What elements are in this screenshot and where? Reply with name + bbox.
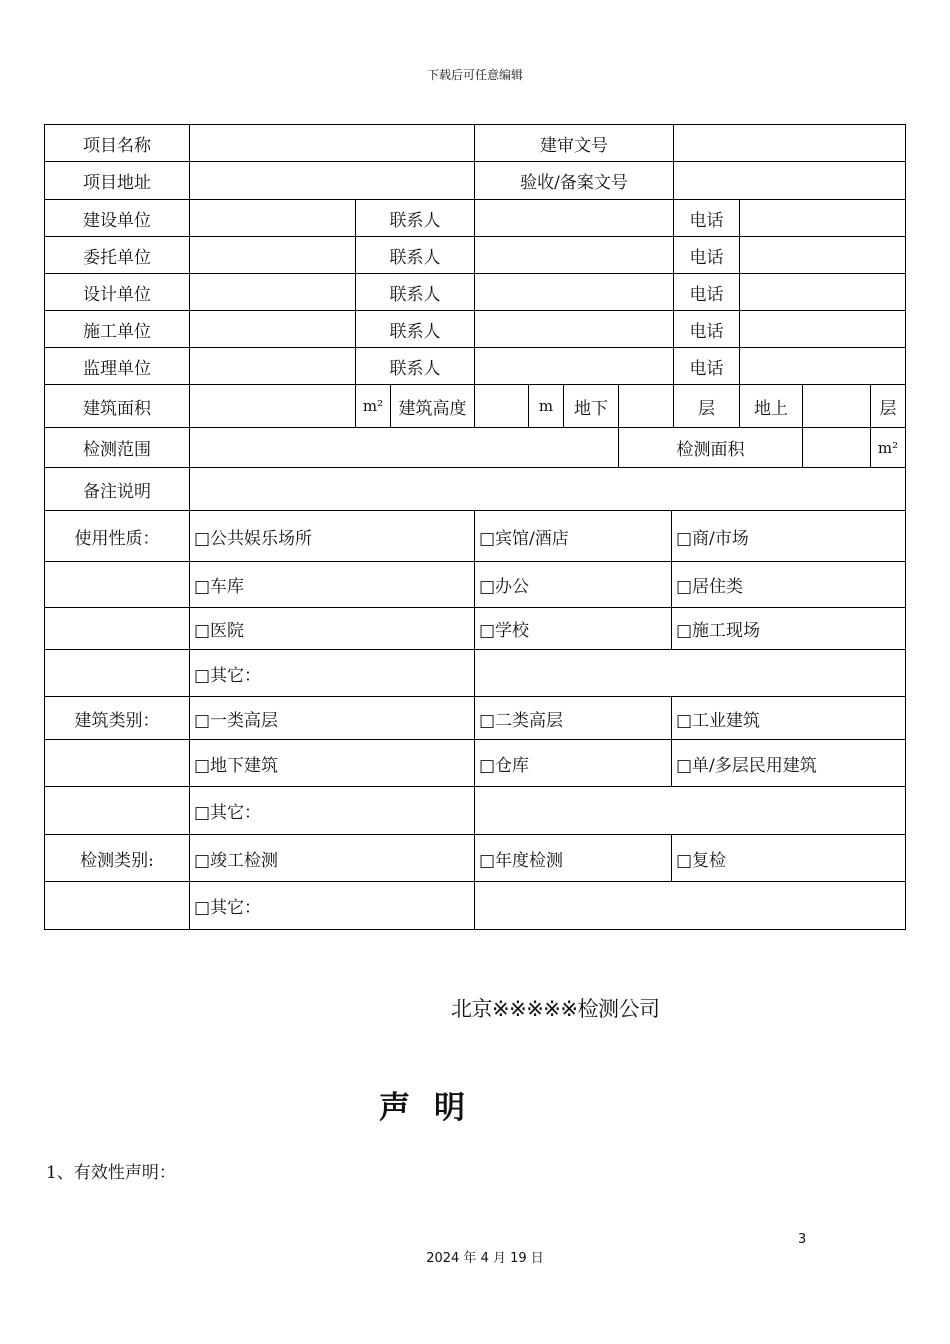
contact-label: 联系人 — [389, 284, 441, 305]
unit-label: 设计单位 — [83, 284, 151, 305]
footer-date: 2024 年 4 月 19 日 — [426, 1251, 544, 1266]
building-type-checkbox[interactable]: □单/多层民用建筑 — [676, 755, 817, 776]
phone-label: 电话 — [689, 247, 724, 268]
underground-floor-unit: 层 — [698, 398, 715, 419]
usage-option-checkbox[interactable]: □宾馆/酒店 — [479, 528, 569, 549]
project-name-field[interactable] — [190, 125, 474, 161]
acceptance-no-label: 验收/备案文号 — [520, 173, 628, 193]
approval-no-label: 建审文号 — [540, 135, 608, 156]
building-type-checkbox[interactable]: □地下建筑 — [194, 755, 279, 776]
building-type-checkbox[interactable]: □工业建筑 — [676, 710, 761, 731]
project-address-field[interactable] — [190, 162, 474, 199]
contact-label: 联系人 — [389, 321, 441, 342]
declaration-title: 声明 — [379, 1090, 489, 1126]
phone-label: 电话 — [689, 284, 724, 305]
inspection-type-checkbox[interactable]: □竣工检测 — [194, 850, 279, 871]
building-type-other-field[interactable] — [475, 787, 905, 834]
usage-option-checkbox[interactable]: □医院 — [194, 621, 245, 641]
header-note: 下载后可任意编辑 — [426, 68, 523, 82]
contact-label: 联系人 — [389, 358, 441, 379]
project-address-label: 项目地址 — [83, 173, 151, 193]
usage-option-checkbox[interactable]: □车库 — [194, 577, 245, 597]
company-name: 北京※※※※※检测公司 — [451, 997, 660, 1021]
underground-label: 地下 — [574, 398, 608, 419]
unit-label: 监理单位 — [83, 358, 151, 379]
inspection-area-label: 检测面积 — [676, 440, 745, 460]
usage-option-checkbox[interactable]: □商/市场 — [676, 528, 749, 549]
building-type-label: 建筑类别： — [74, 710, 160, 731]
approval-no-field[interactable] — [674, 125, 905, 161]
page-number: 3 — [798, 1232, 807, 1247]
contact-label: 联系人 — [389, 247, 441, 268]
phone-label: 电话 — [689, 210, 724, 231]
inspection-type-other-field[interactable] — [475, 882, 905, 929]
inspection-type-label: 检测类别: — [80, 850, 154, 871]
remarks-label: 备注说明 — [83, 481, 151, 502]
above-floor-unit: 层 — [879, 398, 897, 419]
project-name-label: 项目名称 — [83, 135, 151, 156]
unit-label: 委托单位 — [83, 247, 151, 268]
inspection-type-checkbox[interactable]: □年度检测 — [479, 850, 564, 871]
usage-option-checkbox[interactable]: □学校 — [479, 621, 530, 641]
building-type-other-checkbox[interactable]: □其它： — [194, 803, 262, 823]
area-unit: m² — [362, 397, 384, 415]
unit-label: 施工单位 — [83, 321, 151, 342]
inspection-scope-label: 检测范围 — [83, 440, 151, 460]
usage-option-checkbox[interactable]: □公共娱乐场所 — [194, 528, 313, 549]
validity-statement-heading: 1、有效性声明： — [46, 1163, 176, 1183]
usage-option-checkbox[interactable]: □办公 — [479, 577, 530, 597]
usage-option-checkbox[interactable]: □居住类 — [676, 577, 744, 597]
remarks-field[interactable] — [190, 468, 905, 510]
building-height-label: 建筑高度 — [398, 398, 467, 419]
height-unit: m — [538, 397, 554, 415]
inspection-type-checkbox[interactable]: □复检 — [676, 850, 727, 871]
usage-label: 使用性质： — [74, 528, 160, 549]
building-type-checkbox[interactable]: □仓库 — [479, 755, 530, 776]
contact-label: 联系人 — [389, 210, 441, 231]
usage-other-checkbox[interactable]: □其它： — [194, 665, 262, 686]
building-type-checkbox[interactable]: □一类高层 — [194, 710, 279, 731]
inspection-area-unit: m² — [877, 438, 899, 457]
building-area-label: 建筑面积 — [83, 398, 151, 419]
unit-label: 建设单位 — [83, 210, 151, 231]
usage-option-checkbox[interactable]: □施工现场 — [676, 621, 761, 641]
acceptance-no-field[interactable] — [674, 162, 905, 199]
inspection-type-other-checkbox[interactable]: □其它： — [194, 898, 262, 918]
usage-other-field[interactable] — [475, 650, 905, 696]
building-type-checkbox[interactable]: □二类高层 — [479, 710, 564, 731]
phone-label: 电话 — [689, 321, 724, 342]
above-ground-label: 地上 — [754, 398, 788, 419]
phone-label: 电话 — [689, 358, 724, 379]
